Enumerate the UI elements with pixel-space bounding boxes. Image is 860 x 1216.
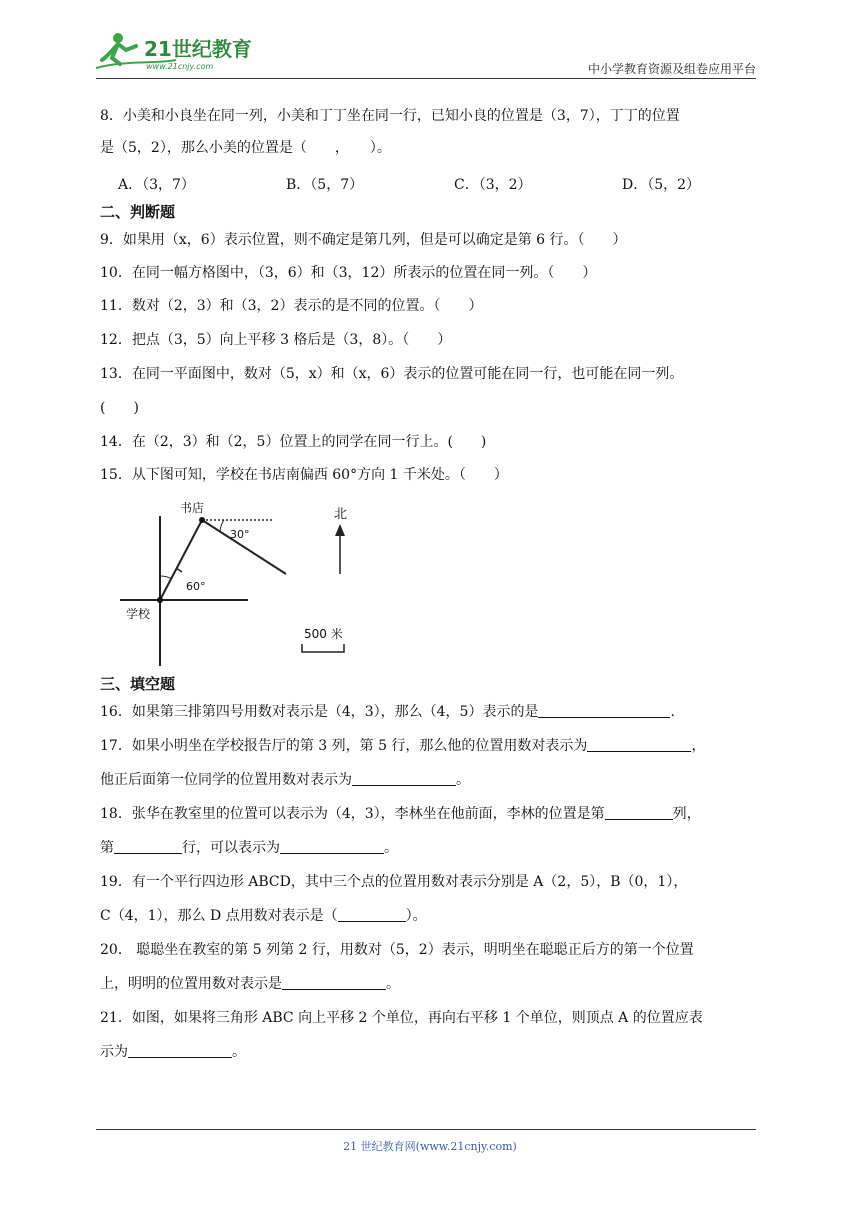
q21-end: 。 xyxy=(232,1044,246,1060)
q12: 12．把点（3，5）向上平移 3 格后是（3，8）。（ ） xyxy=(100,332,452,348)
q17-text-2: 他正后面第一位同学的位置用数对表示为 xyxy=(100,772,352,788)
q21-text: 示为 xyxy=(100,1044,128,1060)
q21-line1: 21．如图，如果将三角形 ABC 向上平移 2 个单位，再向右平移 1 个单位，则顶点 A 的位置应表 xyxy=(100,1010,703,1026)
footer-text: 21 世纪教育网(www.21cnjy.com) xyxy=(343,1140,517,1153)
q19-line1: 19．有一个平行四边形 ABCD，其中三个点的位置用数对表示分别是 A（2，5），B（0，1）， xyxy=(100,874,688,890)
q18-di: 第 xyxy=(100,840,114,856)
q11: 11．数对（2，3）和（3，2）表示的是不同的位置。（ ） xyxy=(100,298,483,314)
q14: 14．在（2，3）和（2，5）位置上的同学在同一行上。( ) xyxy=(100,434,487,450)
q19-end: ）。 xyxy=(405,908,427,924)
q13-line1: 13．在同一平面图中，数对（5，x）和（x，6）表示的位置可能在同一行，也可能在同一列。 xyxy=(100,366,684,382)
header-platform-text: 中小学教育资源及组卷应用平台 xyxy=(587,62,756,76)
q10: 10．在同一幅方格图中，（3，6）和（3，12）所表示的位置在同一列。（ ） xyxy=(100,265,597,281)
north-label: 北 xyxy=(334,507,348,522)
q20-blank xyxy=(282,975,386,990)
q18-blank-1 xyxy=(605,805,673,820)
bookstore-point xyxy=(199,517,205,523)
scale-bar xyxy=(302,644,344,652)
angle-60-arc xyxy=(160,576,172,579)
q17-comma: ， xyxy=(691,738,706,754)
q9: 9．如果用（x，6）表示位置，则不确定是第几列，但是可以确定是第 6 行。（ ） xyxy=(100,232,627,248)
logo xyxy=(96,30,266,74)
q21-blank xyxy=(128,1043,232,1058)
q17-line2 xyxy=(100,770,470,790)
q21-line2 xyxy=(100,1042,246,1062)
direction-map-figure xyxy=(120,496,360,666)
q18-text-2: 行，可以表示为 xyxy=(182,840,280,856)
bookstore-label: 书店 xyxy=(180,501,205,515)
q8-line1: 8．小美和小良坐在同一列，小美和丁丁坐在同一行，已知小良的位置是（3，7），丁丁的位置 xyxy=(100,108,680,124)
angle-30-arc xyxy=(220,520,224,532)
q20-text: 上，明明的位置用数对表示是 xyxy=(100,976,282,992)
page-header xyxy=(96,30,756,78)
q16-text: 16．如果第三排第四号用数对表示是（4，3），那么（4，5）表示的是 xyxy=(100,704,539,720)
school-label: 学校 xyxy=(126,607,151,621)
section-judgement-title: 二、判断题 xyxy=(100,203,176,221)
scale-label: 500 米 xyxy=(304,627,343,641)
q18-blank-2 xyxy=(114,839,182,854)
angle-30-label: 30° xyxy=(230,528,250,541)
angle-60-label: 60° xyxy=(186,580,206,593)
q16 xyxy=(100,702,675,722)
q20-line1: 20． 聪聪坐在教室的第 5 列第 2 行，用数对（5，2）表示，明明坐在聪聪正后方的第一个位置 xyxy=(100,942,694,958)
school-point xyxy=(157,597,163,603)
logo-url: www.21cnjy.com xyxy=(146,62,214,71)
q18-blank-3 xyxy=(280,839,384,854)
q19-blank xyxy=(338,907,406,922)
q8-line2: 是（5，2），那么小美的位置是（ ， ）。 xyxy=(100,140,391,156)
q17-text: 17．如果小明坐在学校报告厅的第 3 列，第 5 行，那么他的位置用数对表示为 xyxy=(100,738,588,754)
q16-blank xyxy=(538,703,670,718)
q8-option-a: A．（3，7） xyxy=(118,177,195,193)
q19-text: C（4，1），那么 D 点用数对表示是（ xyxy=(100,908,338,924)
header-divider xyxy=(96,78,756,79)
q17-blank-1 xyxy=(587,737,691,752)
q8-option-b: B．（5，7） xyxy=(286,177,364,193)
logo-text: 21世纪教育 xyxy=(144,37,252,61)
q13-line2: ( ) xyxy=(100,400,139,416)
q18-end: 。 xyxy=(384,840,398,856)
q19-line2 xyxy=(100,906,427,926)
q17-end: 。 xyxy=(456,772,470,788)
q18-column: 列， xyxy=(672,806,701,822)
q15: 15．从下图可知，学校在书店南偏西 60°方向 1 千米处。（ ） xyxy=(100,467,508,483)
q20-line2 xyxy=(100,974,400,994)
q18-line1 xyxy=(100,804,701,824)
q8-option-d: D．（5，2） xyxy=(622,177,701,193)
q17-line1 xyxy=(100,736,705,756)
footer-divider xyxy=(96,1129,756,1130)
q17-blank-2 xyxy=(352,771,456,786)
q20-end: 。 xyxy=(386,976,400,992)
q16-end: . xyxy=(670,704,675,720)
q8-option-c: C．（3，2） xyxy=(454,177,532,193)
tick-mark xyxy=(176,568,182,572)
q18-text: 18．张华在教室里的位置可以表示为（4，3），李林坐在他前面，李林的位置是第 xyxy=(100,806,605,822)
north-arrow-icon xyxy=(335,524,345,536)
section-fill-title: 三、填空题 xyxy=(100,675,176,693)
q18-line2 xyxy=(100,838,398,858)
